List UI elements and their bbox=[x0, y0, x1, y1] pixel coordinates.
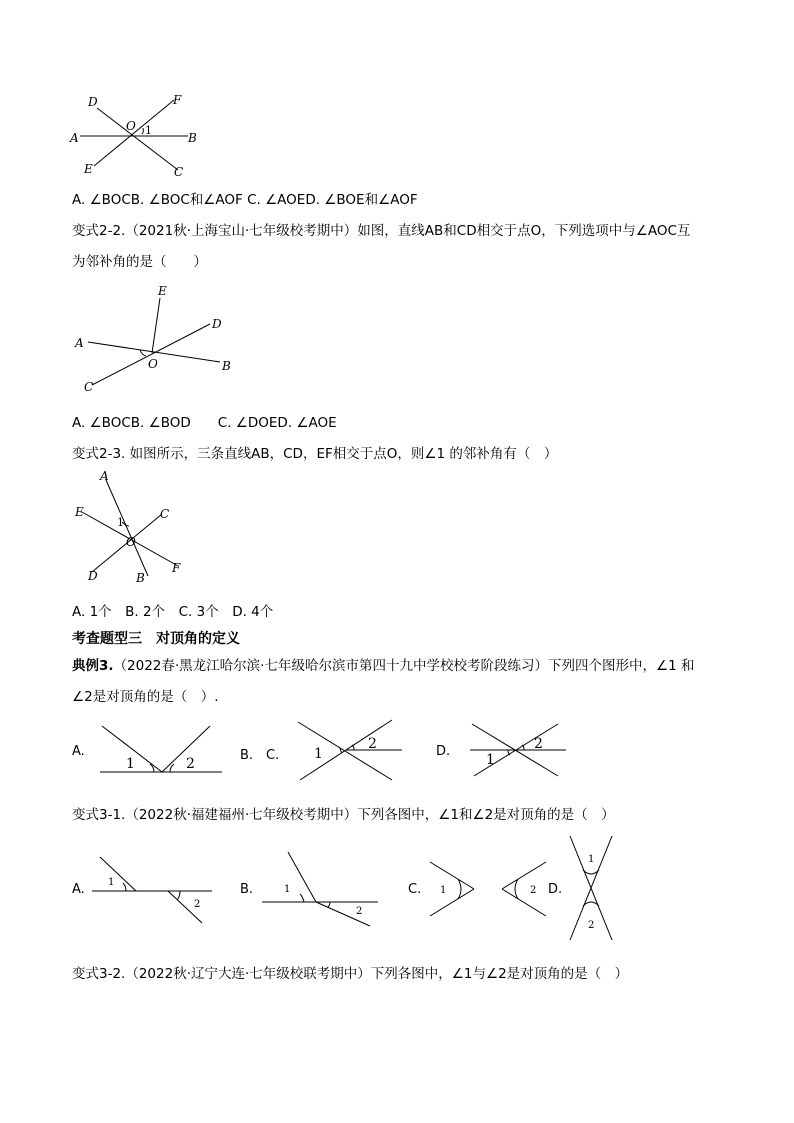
label-1: 1 bbox=[486, 752, 495, 768]
label-e: E bbox=[158, 284, 167, 298]
angle-2-arc bbox=[328, 902, 330, 907]
example3-stem-line2: ∠2是对顶角的是（ ）. bbox=[72, 689, 219, 705]
label-a: A bbox=[75, 336, 84, 350]
q3-1-option-c-label: C. bbox=[408, 882, 422, 897]
ex3-option-a-label: A. bbox=[72, 744, 85, 759]
label-2: 2 bbox=[186, 756, 195, 772]
ex3-figure-c bbox=[296, 718, 406, 784]
q2-3-options: A. 1个 B. 2个 C. 3个 D. 4个 bbox=[72, 604, 274, 620]
angle2-upper-ray bbox=[502, 862, 546, 889]
q2-2-stem-line1: 变式2-2.（2021秋·上海宝山·七年级校考期中）如图，直线AB和CD相交于点O，下列选项中与∠AOC互 bbox=[72, 223, 691, 239]
angle-2-arc bbox=[352, 745, 354, 750]
line-fe bbox=[94, 100, 174, 166]
label-2: 2 bbox=[530, 885, 537, 896]
angle-1-arc bbox=[458, 879, 461, 899]
label-1: 1 bbox=[588, 854, 595, 865]
label-o: O bbox=[126, 535, 136, 549]
label-f: F bbox=[172, 561, 181, 575]
ex3-option-bc-label: B. C. bbox=[240, 748, 280, 763]
label-e: E bbox=[84, 162, 93, 176]
q3-1-figure-b bbox=[260, 850, 380, 930]
q3-1-stem: 变式3-1.（2022秋·福建福州·七年级校考期中）下列各图中，∠1和∠2是对顶角的是（ ） bbox=[72, 807, 615, 823]
label-d: D bbox=[88, 569, 98, 583]
label-f: F bbox=[173, 93, 182, 107]
label-1: 1 bbox=[440, 885, 447, 896]
q3-1-figure-d bbox=[566, 834, 618, 944]
example3-text: （2022春·黑龙江哈尔滨·七年级哈尔滨市第四十九中学校校考阶段练习）下列四个图形中，∠1 和 bbox=[113, 658, 695, 674]
q3-1-option-b-label: B. bbox=[240, 882, 254, 897]
ray-up bbox=[288, 852, 316, 902]
label-a: A bbox=[100, 469, 109, 483]
q3-1-figure-a bbox=[92, 855, 216, 927]
figure-intersecting-lines-1 bbox=[70, 92, 210, 182]
label-c: C bbox=[174, 165, 184, 179]
figure-intersecting-lines-2 bbox=[72, 282, 242, 392]
label-1: 1 bbox=[126, 756, 135, 772]
label-1: 1 bbox=[108, 877, 115, 888]
ray-oe bbox=[152, 298, 160, 353]
ex3-figure-a bbox=[100, 722, 224, 778]
label-2: 2 bbox=[534, 736, 543, 752]
example3-stem-line1 bbox=[72, 654, 694, 674]
q2-2-stem-line2: 为邻补角的是（ ） bbox=[72, 254, 207, 270]
q3-2-stem: 变式3-2.（2022秋·辽宁大连·七年级校联考期中）下列各图中，∠1与∠2是对顶角的是（ ） bbox=[72, 966, 629, 982]
label-o: O bbox=[126, 119, 136, 133]
label-c: C bbox=[160, 507, 170, 521]
angle-2-arc bbox=[177, 891, 180, 900]
q3-1-option-a-label: A. bbox=[72, 882, 85, 897]
section-title: 考查题型三 对顶角的定义 bbox=[72, 631, 240, 647]
label-b: B bbox=[136, 571, 145, 585]
label-e: E bbox=[75, 505, 84, 519]
line-cd bbox=[92, 324, 210, 385]
q2-3-stem: 变式2-3. 如图所示，三条直线AB，CD，EF相交于点O，则∠1 的邻补角有（ ） bbox=[72, 446, 558, 462]
angle-1-arc bbox=[300, 894, 304, 902]
ex3-figure-d bbox=[466, 720, 570, 780]
label-1: 1 bbox=[117, 516, 124, 529]
label-2: 2 bbox=[194, 899, 201, 910]
ex3-option-d-label: D. bbox=[436, 744, 451, 759]
label-o: O bbox=[148, 357, 158, 371]
label-a: A bbox=[70, 131, 79, 145]
label-b: B bbox=[188, 131, 197, 145]
label-d: D bbox=[88, 95, 98, 109]
label-1: 1 bbox=[284, 884, 291, 895]
figure-three-lines bbox=[72, 470, 192, 588]
line-dc bbox=[97, 108, 178, 170]
angle-2-arc bbox=[515, 879, 518, 899]
angle1-upper-ray bbox=[430, 862, 474, 889]
line-ab bbox=[106, 480, 148, 576]
label-c: C bbox=[84, 380, 94, 394]
label-d: D bbox=[212, 317, 222, 331]
angle-1-arc bbox=[142, 128, 143, 134]
label-1: 1 bbox=[314, 746, 323, 762]
q3-1-figure-c bbox=[426, 858, 550, 922]
angle-1-arc bbox=[123, 883, 126, 891]
label-b: B bbox=[222, 359, 231, 373]
label-2: 2 bbox=[588, 920, 595, 931]
angle1-lower-ray bbox=[430, 889, 474, 916]
angle-2-arc bbox=[170, 764, 174, 772]
q3-1-option-d-label: D. bbox=[548, 882, 563, 897]
label-2: 2 bbox=[368, 736, 377, 752]
q2-2-options: A. ∠BOCB. ∠BOD C. ∠DOED. ∠AOE bbox=[72, 415, 337, 431]
q2-1-options: A. ∠BOCB. ∠BOC和∠AOF C. ∠AOED. ∠BOE和∠AOF bbox=[72, 192, 418, 208]
ray-up bbox=[100, 857, 136, 891]
angle2-lower-ray bbox=[502, 889, 546, 916]
example3-label: 典例3. bbox=[72, 658, 114, 674]
label-1: 1 bbox=[145, 124, 152, 137]
label-2: 2 bbox=[356, 906, 363, 917]
